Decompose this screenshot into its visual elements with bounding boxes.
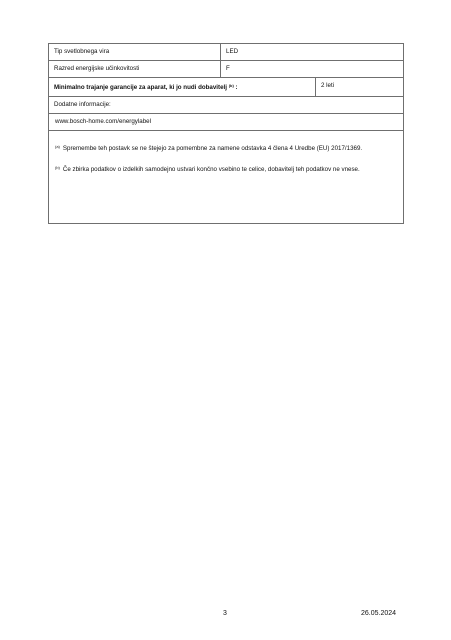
table-row	[49, 114, 403, 131]
light-source-type-value: LED	[220, 44, 403, 60]
footnote-a-marker: (a)	[55, 144, 60, 149]
table-row	[49, 78, 403, 97]
page-date: 26.05.2024	[361, 610, 397, 617]
footnotes-row	[49, 131, 403, 223]
light-source-type-label: Tip svetlobnega vira	[54, 48, 110, 55]
footnote-a-text: Spremembe teh postavk se ne štejejo za pomembne za namene odstavka 4 člena 4 Uredbe (EU) 2017/1369.	[62, 145, 363, 152]
energy-class-label: Razred energijske učinkovitosti	[54, 65, 140, 72]
table-row	[49, 44, 403, 61]
table-row	[49, 61, 403, 78]
table-row	[49, 97, 403, 114]
footnote-b	[55, 164, 397, 174]
footnotes	[49, 131, 403, 223]
additional-info-label: Dodatne informacije:	[54, 101, 111, 108]
guarantee-label-cell	[49, 78, 315, 96]
guarantee-value: 2 leti	[315, 78, 403, 96]
energy-class-value: F	[220, 61, 403, 77]
energylabel-link[interactable]: www.bosch-home.com/energylabel	[55, 118, 151, 125]
footnote-b-marker: (b)	[55, 165, 60, 170]
footnote-b-text: Če zbirka podatkov o izdelkih samodejno ustvari končno vsebino te celice, dobavitelj teh podatkov ne vnese.	[62, 166, 360, 173]
guarantee-footnote-marker: (b)	[228, 83, 234, 88]
page-number: 3	[223, 610, 227, 617]
guarantee-colon: :	[235, 84, 238, 91]
product-info-table	[48, 43, 404, 224]
guarantee-label: Minimalno trajanje garancije za aparat, ki jo nudi dobavitelj	[54, 84, 227, 91]
footnote-a	[55, 143, 397, 153]
